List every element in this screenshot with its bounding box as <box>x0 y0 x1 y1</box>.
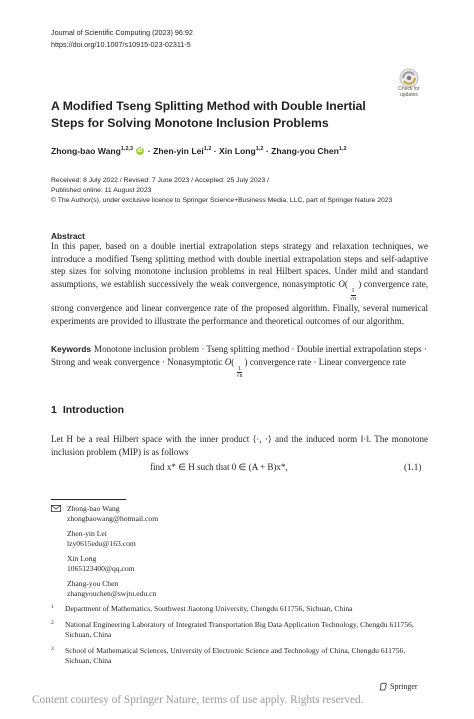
author-affil-sup: 1,2 <box>203 146 212 152</box>
publication-dates <box>51 176 392 206</box>
badge-label-line1: Check for <box>398 86 420 92</box>
check-for-updates-icon <box>393 68 425 88</box>
paper-title: A Modified Tseng Splitting Method with Double Inertial Steps for Solving Monotone Inclusion Problems <box>51 99 366 130</box>
fraction-denominator: √n <box>349 295 357 302</box>
affiliation-text: Department of Mathematics, Southwest Jiaotong University, Chengdu 611756, Sichuan, China <box>65 604 353 613</box>
correspondent-name: Zhang-you Chen <box>67 579 119 588</box>
correspondent-email[interactable]: lzy0615edu@163.com <box>67 539 136 548</box>
section-heading <box>51 404 124 416</box>
author-name[interactable]: Zhen-yin Lei <box>153 146 204 156</box>
correspondent-email[interactable]: 1065123400@qq.com <box>67 564 135 573</box>
courtesy-notice: Content courtesy of Springer Nature, terms of use apply. Rights reserved. <box>32 694 364 706</box>
correspondent-email[interactable]: zhongbaowang@hotmail.com <box>67 514 159 523</box>
envelope-icon <box>51 505 61 512</box>
affiliation-number: 1 <box>51 604 54 610</box>
journal-doi-link[interactable]: https://doi.org/10.1007/s10915-023-02311-5 <box>51 40 191 49</box>
keywords-text: Monotone inclusion problem · Tseng splitting method · Double inertial extrapolation steps · Strong and weak convergence · Nonasymptotic <box>51 344 427 367</box>
author-name[interactable]: Zhong-bao Wang <box>51 146 121 156</box>
publisher-logo <box>379 682 418 691</box>
fraction-denominator: √n <box>236 373 243 380</box>
journal-citation: Journal of Scientific Computing (2023) 96:92 <box>51 28 193 37</box>
affiliation-text: National Engineering Laboratory of Integrated Transportation Big Data Application Technology, Chengdu 611756, Sichuan, China <box>65 620 414 639</box>
author-affil-sup: 1,2,3 <box>120 146 134 152</box>
correspondent-name: Zhen-yin Lei <box>67 529 107 538</box>
abstract-text: In this paper, based on a double inertial extrapolation steps strategy and relaxation techniques, we introduce a modified Tseng splitting method with double inertial extrapolation steps and self-adaptive step sizes for solving monotone inclusion problems in real Hilbert spaces. Under mild and standard assumptions, we establish successively the weak convergence, nonasymptotic <box>51 241 428 290</box>
affiliation-number: 2 <box>51 620 54 626</box>
keywords-block: Keywords Monotone inclusion problem · Tseng splitting method · Double inertial extrapolation steps · Strong and weak convergence · Nonasymptotic O( $\frac{1}{√n}$ ) convergence rate · Linear convergence rate <box>51 344 427 380</box>
equation-number: (1.1) <box>404 462 422 472</box>
math-fraction <box>349 288 357 302</box>
correspondent-name: Xin Long <box>67 554 97 563</box>
author-affil-sup: 1,2 <box>338 146 347 152</box>
author-affil-sup: 1,2 <box>255 146 264 152</box>
springer-horse-icon <box>379 682 388 691</box>
math-big-o: O <box>224 356 232 367</box>
section-title: Introduction <box>62 404 125 416</box>
dates-line: Published online: 11 August 2023 <box>51 187 152 194</box>
author-list: Zhong-bao Wang$^{1,2,3}$ iD · Zhen-yin Lei$^{1,2}$ · Xin Long$^{1,2}$ · Zhang-you Chen$^{1,2}$ <box>51 146 347 156</box>
keywords-text: convergence rate · Linear convergence rate <box>247 356 406 367</box>
copyright-line: © The Author(s), under exclusive licence to Springer Science+Business Media, LLC, part of Springer Nature 2023 <box>51 197 393 204</box>
section-number: 1 <box>51 404 57 416</box>
badge-label-line2: updates <box>400 91 418 98</box>
fraction-numerator: 1 <box>237 365 241 372</box>
correspondent-email[interactable]: zhangyouchen@swjtu.edu.cn <box>67 589 157 598</box>
keywords-label: Keywords <box>51 344 92 354</box>
footnote-divider <box>51 499 126 500</box>
affiliation-text: School of Mathematical Sciences, University of Electronic Science and Technology of China, Chengdu 611756, Sichuan, China <box>65 646 406 665</box>
abstract-text: convergence rate, strong convergence and linear convergence rate of the proposed algorithm. Finally, several numerical experiments are provided to illustrate the performance and theoretical outcomes of our algorithm. <box>51 279 428 326</box>
check-for-updates-label <box>391 87 427 98</box>
intro-paragraph: Let H be a real Hilbert space with the inner product ⟨·, ·⟩ and the induced norm ‖·‖. The monotone inclusion problem (MIP) is as follows <box>51 434 428 457</box>
publisher-name: Springer <box>390 682 418 691</box>
equation: find x* ∈ H such that 0 ∈ (A + B)x*, <box>150 462 288 472</box>
dates-line: Received: 8 July 2022 / Revised: 7 June 2023 / Accepted: 25 July 2023 / <box>51 177 270 184</box>
orcid-icon[interactable] <box>136 147 144 155</box>
author-name[interactable]: Zhang-you Chen <box>271 146 339 156</box>
abstract-heading: Abstract <box>51 231 85 241</box>
fraction-numerator: 1 <box>351 288 355 295</box>
author-name[interactable]: Xin Long <box>219 146 256 156</box>
abstract-body: In this paper, based on a double inertial extrapolation steps strategy and relaxation techniques, we introduce a modified Tseng splitting method with double inertial extrapolation steps and self-adaptive step sizes for solving monotone inclusion problems in real Hilbert spaces. Under mild and standard assumptions, we establish successively the weak convergence, nonasymptotic O( $\frac{1}{√n}$ ) convergence rate, strong convergence and linear convergence rate of the proposed algorithm. Finally, several numerical experiments are provided to illustrate the performance and theoretical outcomes of our algorithm. <box>51 241 428 326</box>
correspondent-name: Zhong-bao Wang <box>67 504 120 513</box>
math-big-o: O <box>338 279 345 290</box>
affiliation-number: 3 <box>51 646 54 652</box>
math-fraction <box>235 366 243 380</box>
